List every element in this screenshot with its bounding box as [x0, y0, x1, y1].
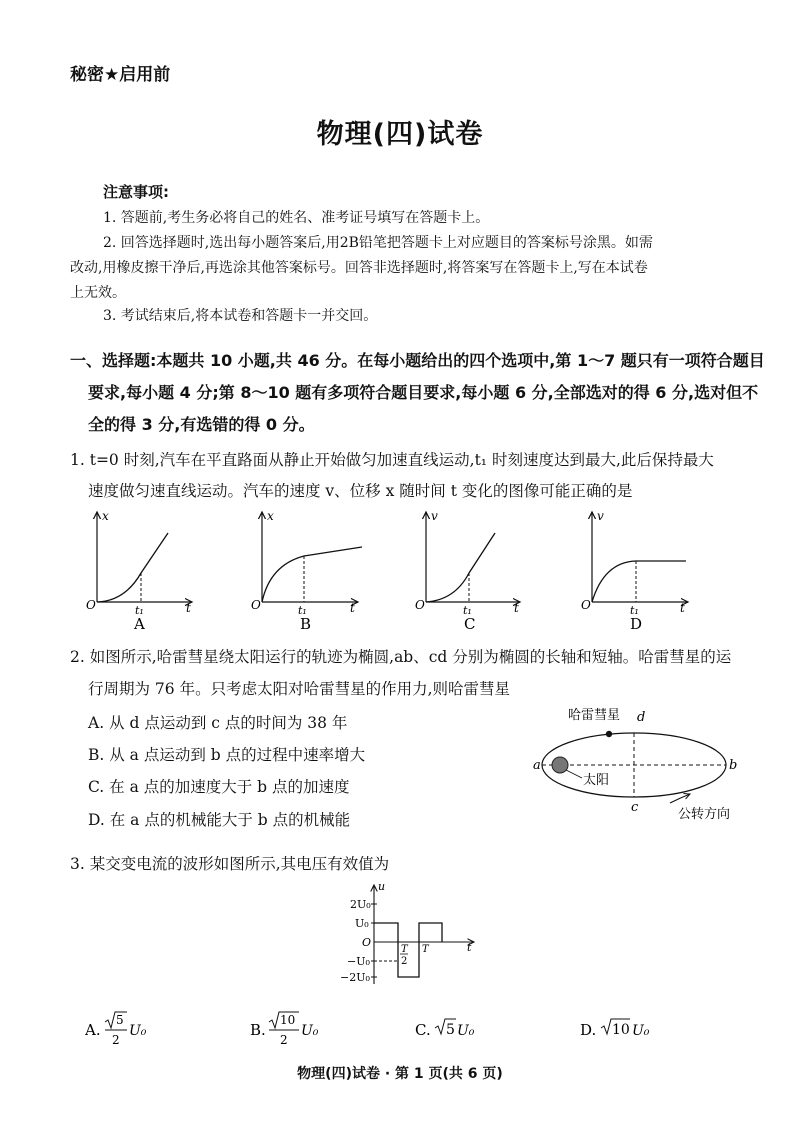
- question-3-option-b[interactable]: [250, 1012, 319, 1047]
- note-line: 3. 考试结束后,将本试卷和答题卡一并交回。: [103, 308, 378, 324]
- question-3-stem: 3. 某交变电流的波形如图所示,其电压有效值为: [70, 855, 390, 873]
- graph-c-origin: O: [415, 598, 425, 612]
- graph-a-origin: O: [86, 598, 96, 612]
- note-line: 改动,用橡皮擦干净后,再选涂其他答案标号。回答非选择题时,将答案写在答题卡上,写在本试卷: [70, 260, 648, 276]
- confidential-label: 秘密★启用前: [70, 65, 171, 85]
- note-line: 上无效。: [70, 285, 126, 301]
- question-2-option-a[interactable]: A. 从 d 点运动到 c 点的时间为 38 年: [88, 714, 348, 732]
- option-b-den: 2: [280, 1033, 288, 1047]
- question-1-graphs: [0, 505, 800, 635]
- graph-d-curve: [592, 561, 686, 602]
- graph-a-curve: [97, 533, 168, 602]
- q3-tick-u0: U₀: [355, 917, 369, 930]
- option-b-unit: U₀: [301, 1023, 319, 1039]
- question-3-waveform: [330, 880, 490, 990]
- comet-icon: [606, 731, 612, 737]
- option-c-radicand: 5: [446, 1022, 455, 1038]
- option-a-unit: U₀: [129, 1023, 147, 1039]
- point-b: b: [729, 758, 738, 773]
- section-instructions: 一、选择题:本题共 10 小题,共 46 分。在每小题给出的四个选项中,第 1～7 题只有一项符合题目: [70, 351, 765, 370]
- note-line: 2. 回答选择题时,选出每小题答案后,用2B铅笔把答题卡上对应题目的答案标号涂黑。如需: [103, 235, 653, 251]
- graph-b-curve: [262, 547, 362, 602]
- page-title: 物理(四)试卷: [316, 119, 484, 150]
- q3-tick-minus-2u0: −2U₀: [340, 971, 370, 984]
- option-a-den: 2: [112, 1033, 120, 1047]
- graph-b-label: B: [300, 615, 312, 633]
- graph-b-origin: O: [251, 598, 261, 612]
- question-2-option-d[interactable]: D. 在 a 点的机械能大于 b 点的机械能: [88, 811, 351, 829]
- direction-label: 公转方向: [678, 807, 731, 822]
- sun-label: 太阳: [583, 773, 610, 788]
- question-1-stem: 1. t=0 时刻,汽车在平直路面从静止开始做匀加速直线运动,t₁ 时刻速度达到最大,此后保持最大: [70, 451, 714, 469]
- comet-orbit-diagram: [530, 705, 770, 823]
- page-footer: 物理(四)试卷 · 第 1 页(共 6 页): [297, 1066, 503, 1082]
- option-b-radicand: 10: [280, 1013, 296, 1027]
- svg-text:B.: B.: [250, 1021, 266, 1039]
- notes-heading: 注意事项:: [103, 183, 169, 201]
- question-2-option-b[interactable]: B. 从 a 点运动到 b 点的过程中速率增大: [88, 746, 366, 764]
- option-d-unit: U₀: [632, 1023, 650, 1039]
- question-2-option-c[interactable]: C. 在 a 点的加速度大于 b 点的加速度: [88, 778, 350, 796]
- note-line: 1. 答题前,考生务必将自己的姓名、准考证号填写在答题卡上。: [103, 210, 490, 226]
- question-2-stem: 行周期为 76 年。只考虑太阳对哈雷彗星的作用力,则哈雷彗星: [88, 680, 511, 698]
- graph-b[interactable]: [251, 509, 362, 633]
- graph-d[interactable]: [581, 509, 688, 633]
- graph-c-label: C: [464, 615, 476, 633]
- q3-period-label: T: [422, 944, 429, 955]
- graph-c-x-label: t: [514, 601, 519, 615]
- question-1-stem: 速度做匀速直线运动。汽车的速度 v、位移 x 随时间 t 变化的图像可能正确的是: [88, 482, 633, 500]
- question-3-options: [85, 1010, 685, 1054]
- q3-half-period-den: 2: [401, 956, 408, 967]
- graph-d-x-label: t: [680, 601, 685, 615]
- option-c-unit: U₀: [457, 1023, 475, 1039]
- q3-half-period-num: T: [401, 944, 408, 955]
- waveform-line: [374, 923, 442, 977]
- q3-tick-minus-u0: −U₀: [347, 955, 370, 968]
- graph-a-x-label: t: [186, 601, 191, 615]
- q3-tick-2u0: 2U₀: [350, 898, 371, 911]
- graph-b-t1: t₁: [298, 604, 307, 617]
- q3-origin: O: [362, 936, 372, 949]
- svg-text:C.: C.: [415, 1021, 431, 1039]
- question-3-option-d[interactable]: [580, 1019, 650, 1039]
- point-d: d: [637, 710, 646, 725]
- section-instructions: 要求,每小题 4 分;第 8～10 题有多项符合题目要求,每小题 6 分,全部选对的得 6 分,选对但不: [88, 383, 759, 402]
- q3-x-label: t: [467, 941, 472, 954]
- svg-text:A.: A.: [85, 1021, 101, 1039]
- svg-text:D.: D.: [580, 1021, 597, 1039]
- graph-c-t1: t₁: [463, 604, 472, 617]
- question-3-option-c[interactable]: [415, 1019, 475, 1039]
- graph-d-t1: t₁: [630, 604, 639, 617]
- question-3-option-a[interactable]: [85, 1012, 147, 1047]
- graph-d-y-label: v: [597, 509, 604, 523]
- graph-d-label: D: [630, 615, 643, 633]
- graph-d-origin: O: [581, 598, 591, 612]
- graph-c-curve: [426, 533, 495, 602]
- option-a-radicand: 5: [116, 1013, 124, 1027]
- question-2-stem: 2. 如图所示,哈雷彗星绕太阳运行的轨迹为椭圆,ab、cd 分别为椭圆的长轴和短轴。哈雷彗星的运: [70, 648, 732, 666]
- point-c: c: [631, 800, 639, 815]
- sun-icon: [552, 757, 568, 773]
- graph-b-y-label: x: [267, 509, 274, 523]
- point-a: a: [533, 758, 541, 773]
- comet-label: 哈雷彗星: [568, 708, 621, 723]
- graph-a-t1: t₁: [135, 604, 144, 617]
- direction-arrow: [670, 794, 690, 803]
- graph-b-x-label: t: [350, 601, 355, 615]
- section-instructions: 全的得 3 分,有选错的得 0 分。: [88, 415, 315, 434]
- graph-a-label: A: [134, 615, 145, 633]
- graph-c[interactable]: [415, 509, 520, 633]
- option-d-radicand: 10: [612, 1022, 630, 1038]
- q3-y-label: u: [378, 880, 386, 893]
- graph-a[interactable]: [86, 509, 192, 633]
- graph-a-y-label: x: [102, 509, 109, 523]
- graph-c-y-label: v: [431, 509, 438, 523]
